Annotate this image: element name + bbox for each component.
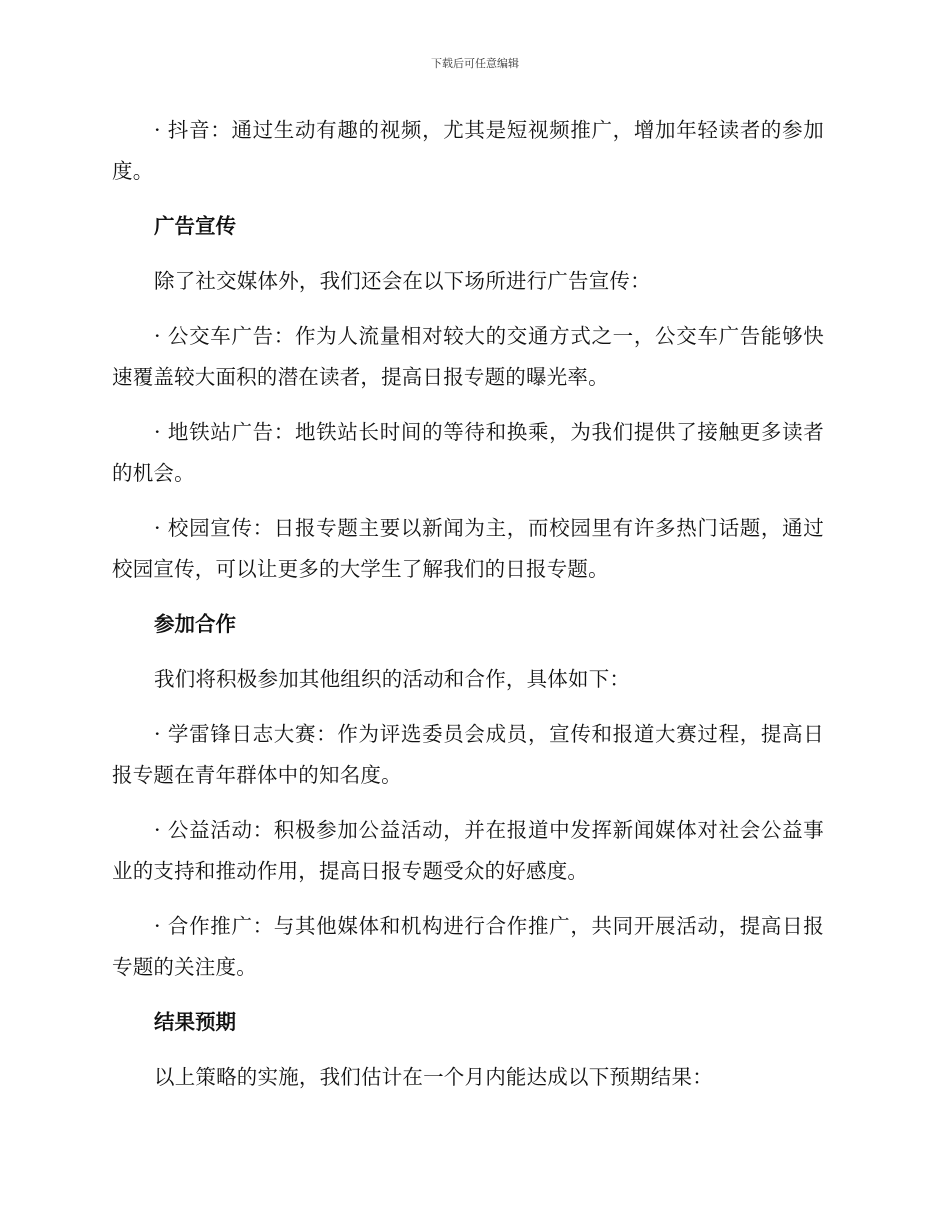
section-heading-advertising: 广告宣传 xyxy=(154,214,236,238)
paragraph-joint-promo: · 合作推广：与其他媒体和机构进行合作推广，共同开展活动，提高日报专题的关注度。 xyxy=(112,914,824,979)
section-heading-expected-results: 结果预期 xyxy=(154,1010,236,1034)
page-header: 下载后可任意编辑 xyxy=(431,57,519,70)
document-body xyxy=(112,110,824,1112)
paragraph-bus-ads: · 公交车广告：作为人流量相对较大的交通方式之一，公交车广告能够快速覆盖较大面积的潜在读者，提高日报专题的曝光率。 xyxy=(112,324,824,389)
paragraph-advertising-intro: 除了社交媒体外，我们还会在以下场所进行广告宣传： xyxy=(154,269,651,293)
section-heading-cooperation: 参加合作 xyxy=(154,612,236,636)
paragraph-subway-ads: · 地铁站广告：地铁站长时间的等待和换乘，为我们提供了接触更多读者的机会。 xyxy=(112,420,824,485)
paragraph-expected-results-intro: 以上策略的实施，我们估计在一个月内能达成以下预期结果： xyxy=(154,1065,713,1089)
paragraph-campus-promo: · 校园宣传：日报专题主要以新闻为主，而校园里有许多热门话题，通过校园宣传，可以让更多的大学生了解我们的日报专题。 xyxy=(112,516,824,581)
paragraph-leifeng-contest: · 学雷锋日志大赛：作为评选委员会成员，宣传和报道大赛过程，提高日报专题在青年群体中的知名度。 xyxy=(112,722,824,787)
paragraph-douyin: · 抖音：通过生动有趣的视频，尤其是短视频推广，增加年轻读者的参加度。 xyxy=(112,118,824,183)
paragraph-cooperation-intro: 我们将积极参加其他组织的活动和合作，具体如下： xyxy=(154,667,631,691)
paragraph-charity: · 公益活动：积极参加公益活动，并在报道中发挥新闻媒体对社会公益事业的支持和推动作用，提高日报专题受众的好感度。 xyxy=(112,818,824,883)
